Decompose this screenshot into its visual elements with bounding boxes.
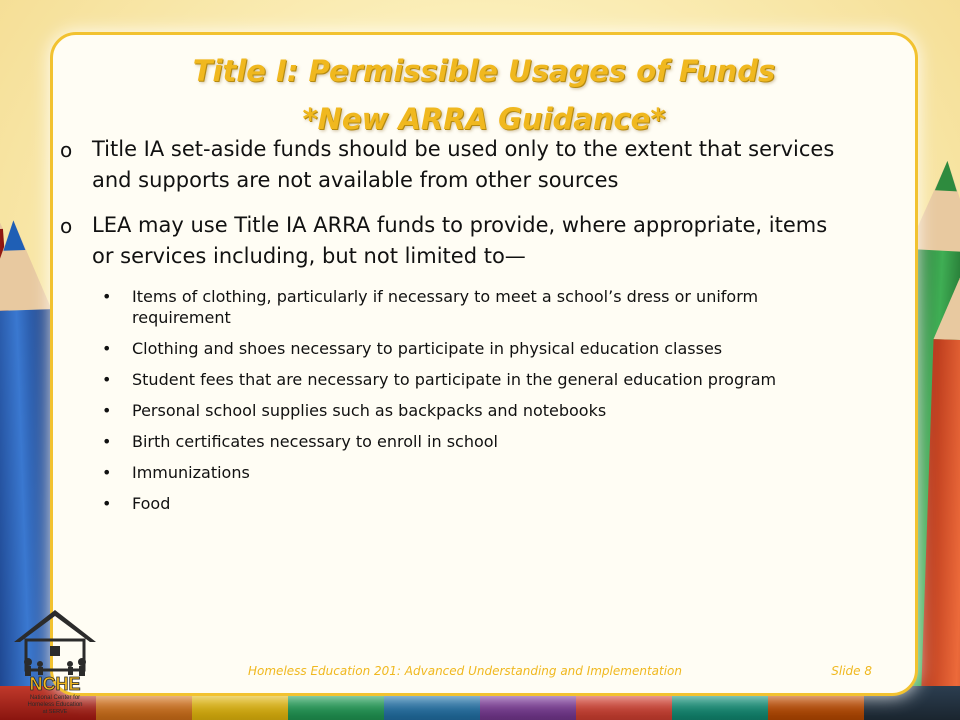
logo-line-3: at SERVE [42,709,68,714]
sub-bullet-text: Immunizations [132,463,250,482]
sub-bullet-text: Food [132,494,171,513]
sub-bullet-item [60,369,850,390]
slide-content [60,134,850,524]
sub-bullet-item [60,462,850,483]
nche-logo [10,606,100,714]
slide-footer [248,664,872,678]
sub-bullet-text: Personal school supplies such as backpacks and notebooks [132,401,607,420]
sub-bullet-item [60,493,850,514]
sub-bullet-text: Items of clothing, particularly if necessary to meet a school’s dress or uniform requirement [132,287,759,327]
bullet-item [60,134,850,196]
sub-bullet-text: Clothing and shoes necessary to participate in physical education classes [132,339,723,358]
sub-bullet-marker: • [102,463,112,482]
house-roof-icon [14,610,96,642]
slide-title [53,47,915,143]
bullet-item [60,210,850,272]
sub-bullet-marker: • [102,494,112,513]
footer-text: Homeless Education 201: Advanced Understanding and Implementation [248,664,682,678]
bullet-marker: o [60,138,73,162]
slide-number: Slide 8 [831,664,872,678]
sub-bullet-marker: • [102,432,112,451]
title-line-2: *New ARRA Guidance* [302,102,666,136]
sub-bullet-item [60,400,850,421]
logo-acronym: NCHE [29,674,81,694]
sub-bullet-marker: • [102,370,112,389]
title-line-1: Title I: Permissible Usages of Funds [192,54,776,88]
sub-bullet-marker: • [102,287,112,306]
house-window-icon [50,646,60,656]
bullet-text: Title IA set-aside funds should be used only to the extent that services and supports are not available from other sources [92,137,835,192]
sub-bullet-item [60,286,850,328]
sub-bullet-text: Birth certificates necessary to enroll in school [132,432,498,451]
bullet-marker: o [60,214,73,238]
bullet-text: LEA may use Title IA ARRA funds to provide, where appropriate, items or services including, but not limited to— [92,213,828,268]
logo-line-2: Homeless Education [27,702,83,708]
sub-bullet-text: Student fees that are necessary to participate in the general education program [132,370,777,389]
sub-bullet-marker: • [102,339,112,358]
sub-bullet-item [60,431,850,452]
logo-line-1: National Center for [29,695,81,701]
sub-bullet-item [60,338,850,359]
sub-bullet-marker: • [102,401,112,420]
